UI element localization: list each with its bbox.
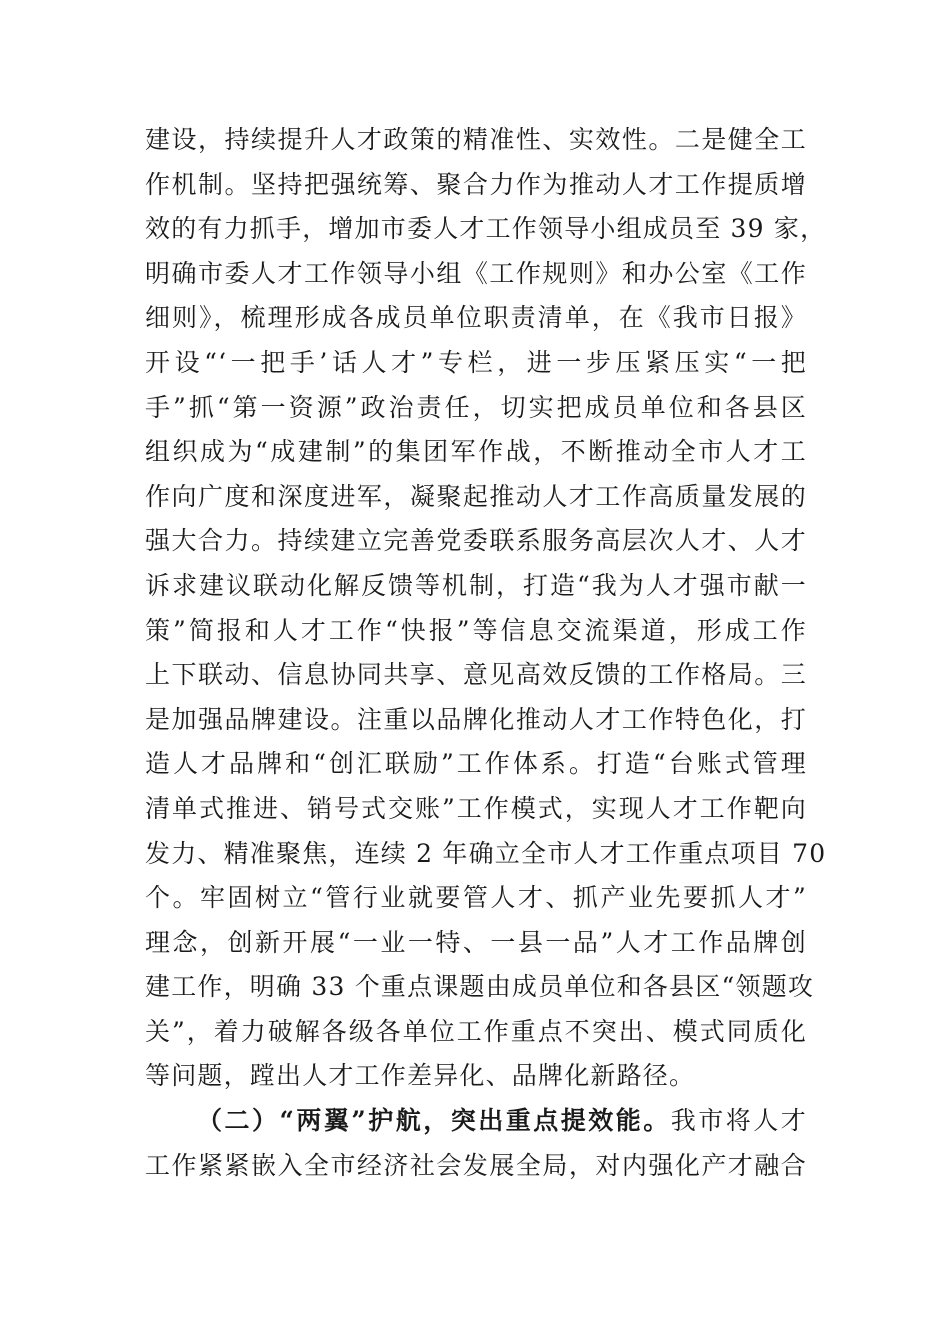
text-line: 建设，持续提升人才政策的精准性、实效性。二是健全工 [145,125,807,154]
text-line: 造人才品牌和“创汇联励”工作体系。打造“台账式管理 [145,749,807,779]
text-line: 上下联动、信息协同共享、意见高效反馈的工作格局。三 [145,660,807,690]
text-line: 建工作，明确 33 个重点课题由成员单位和各县区“领题攻 [145,972,815,1002]
text-line: 开设“‘一把手’话人才”专栏，进一步压紧压实“一把 [145,347,807,377]
text-line: 作机制。坚持把强统筹、聚合力作为推动人才工作提质增 [145,169,807,199]
text-line: 个。牢固树立“管行业就要管人才、抓产业先要抓人才” [145,883,807,913]
section-heading-line [145,1099,807,1144]
text-line: 策”简报和人才工作“快报”等信息交流渠道，形成工作 [145,615,807,645]
text-line: 强大合力。持续建立完善党委联系服务高层次人才、人才 [145,526,807,556]
text-line: 作向广度和深度进军，凝聚起推动人才工作高质量发展的 [145,481,807,511]
text-line: 发力、精准聚焦，连续 2 年确立全市人才工作重点项目 70 [145,838,827,868]
section-heading-continuation: 我市将人才 [670,1106,807,1136]
text-line: 手”抓“第一资源”政治责任，切实把成员单位和各县区 [145,392,807,422]
text-line: 清单式推进、销号式交账”工作模式，实现人才工作靶向 [145,793,807,823]
document-page [145,118,827,1188]
text-line: 细则》，梳理形成各成员单位职责清单，在《我市日报》 [145,303,807,333]
text-line: 诉求建议联动化解反馈等机制，打造“我为人才强市献一 [145,570,807,600]
text-line: 理念，创新开展“一业一特、一县一品”人才工作品牌创 [145,927,807,957]
text-line: 组织成为“成建制”的集团军作战，不断推动全市人才工 [145,437,807,467]
text-line: 工作紧紧嵌入全市经济社会发展全局，对内强化产才融合 [145,1150,807,1180]
paragraph-last-line: 等问题，蹚出人才工作差异化、品牌化新路径。 [145,1061,696,1091]
section-heading: （二）“两翼”护航，突出重点提效能。 [197,1106,671,1136]
text-line: 关”，着力破解各级各单位工作重点不突出、模式同质化 [145,1016,807,1046]
text-line: 效的有力抓手，增加市委人才工作领导小组成员至 39 家， [145,214,827,244]
text-line: 明确市委人才工作领导小组《工作规则》和办公室《工作 [145,258,807,288]
text-line: 是加强品牌建设。注重以品牌化推动人才工作特色化，打 [145,704,807,734]
